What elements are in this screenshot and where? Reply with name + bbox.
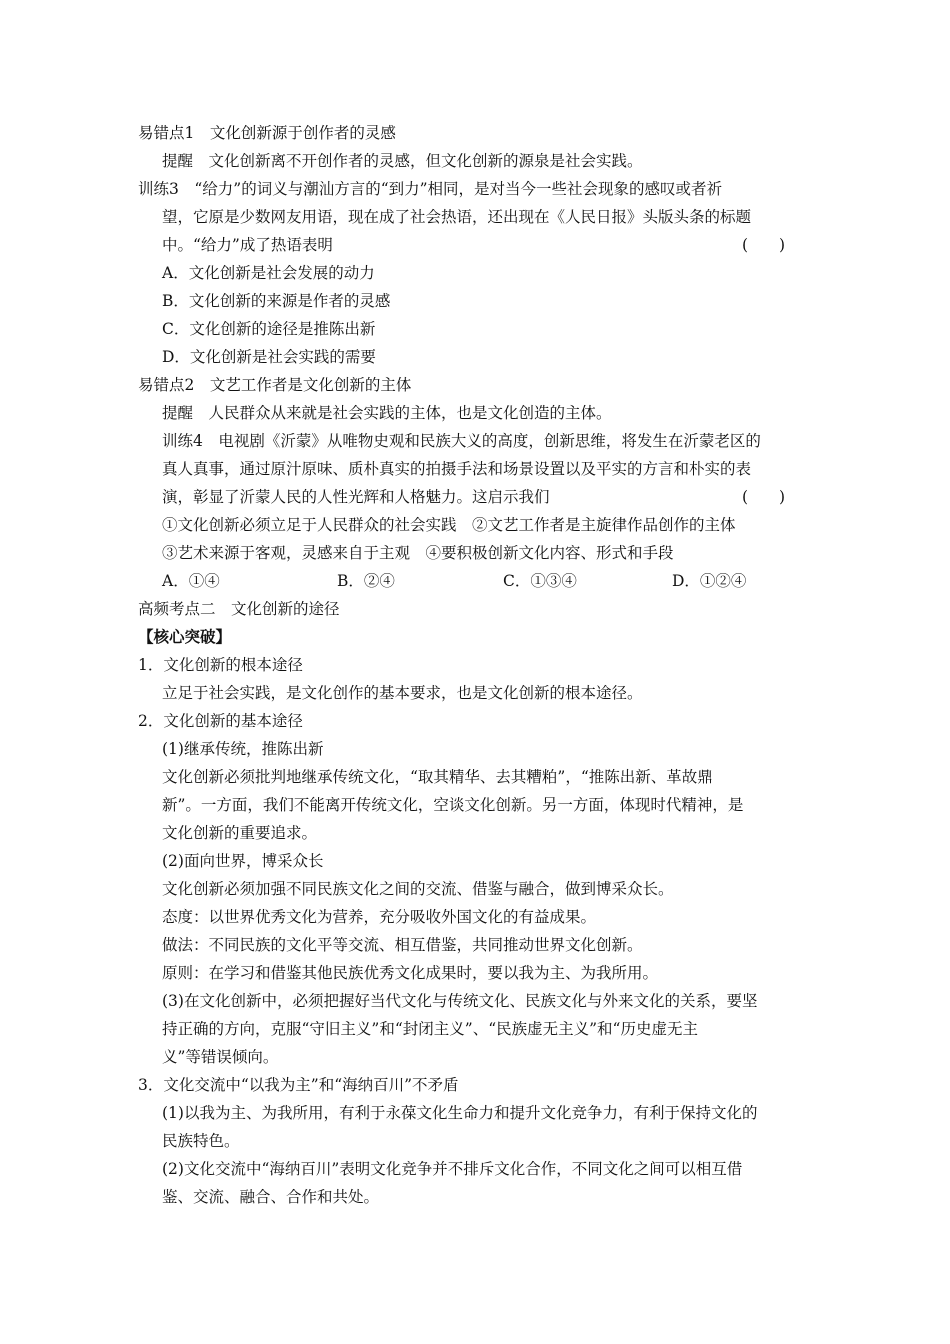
training-3-option-a: A．文化创新是社会发展的动力	[162, 264, 375, 282]
training-3-option-d: D．文化创新是社会实践的需要	[162, 348, 376, 366]
mistake-point-1-tip: 提醒 文化创新离不开创作者的灵感，但文化创新的源泉是社会实践。	[162, 152, 643, 170]
section-3-point-1-line-1: (1)以我为主、为我所用，有利于永葆文化生命力和提升文化竞争力，有利于保持文化的	[162, 1104, 758, 1122]
mistake-point-1-title: 易错点1 文化创新源于创作者的灵感	[138, 124, 396, 142]
training-4-option-b: B．②④	[337, 572, 395, 590]
section-2-point-3-line-1: (3)在文化创新中，必须把握好当代文化与传统文化、民族文化与外来文化的关系，要坚	[162, 992, 758, 1010]
section-3-point-2-line-1: (2)文化交流中“海纳百川”表明文化竞争并不排斥文化合作，不同文化之间可以相互借	[162, 1160, 743, 1178]
core-breakthrough-heading: 【核心突破】	[138, 627, 232, 646]
section-2-point-1-line-2: 新”。一方面，我们不能离开传统文化，空谈文化创新。另一方面，体现时代精神，是	[162, 796, 744, 814]
section-2-point-1-line-1: 文化创新必须批判地继承传统文化，“取其精华、去其糟粕”，“推陈出新、革故鼎	[162, 768, 713, 786]
training-4-option-c: C．①③④	[503, 572, 577, 590]
topic-2-title: 高频考点二 文化创新的途径	[138, 600, 340, 618]
section-2-point-3-line-3: 义”等错误倾向。	[162, 1048, 279, 1066]
section-2-point-2-line-4: 原则：在学习和借鉴其他民族优秀文化成果时，要以我为主、为我所用。	[162, 964, 659, 982]
training-4-items-line-2: ③艺术来源于客观，灵感来自于主观 ④要积极创新文化内容、形式和手段	[162, 544, 674, 562]
mistake-point-2-tip: 提醒 人民群众从来就是社会实践的主体，也是文化创造的主体。	[162, 404, 612, 422]
training-4-question-line-3: 演，彰显了沂蒙人民的人性光辉和人格魅力。这启示我们	[162, 488, 550, 506]
training-3-option-b: B．文化创新的来源是作者的灵感	[162, 292, 391, 310]
section-2-point-2-title: (2)面向世界，博采众长	[162, 852, 324, 870]
training-3-answer-bracket: ( )	[742, 236, 786, 254]
section-3-title: 3．文化交流中“以我为主”和“海纳百川”不矛盾	[138, 1076, 459, 1094]
training-3-question-line-1: 训练3 “给力”的词义与潮汕方言的“到力”相同，是对当今一些社会现象的感叹或者祈	[138, 180, 723, 198]
training-4-question-line-2: 真人真事，通过原汁原味、质朴真实的拍摄手法和场景设置以及平实的方言和朴实的表	[162, 460, 752, 478]
training-3-question-line-3: 中。“给力”成了热语表明	[162, 236, 333, 254]
section-2-point-2-line-1: 文化创新必须加强不同民族文化之间的交流、借鉴与融合，做到博采众长。	[162, 880, 674, 898]
training-4-option-a: A．①④	[162, 572, 220, 590]
section-2-point-1-line-3: 文化创新的重要追求。	[162, 824, 318, 842]
training-4-option-d: D．①②④	[672, 572, 747, 590]
section-1-title: 1．文化创新的根本途径	[138, 656, 303, 674]
section-2-title: 2．文化创新的基本途径	[138, 712, 303, 730]
training-4-answer-bracket: ( )	[742, 488, 786, 506]
training-4-question-line-1: 训练4 电视剧《沂蒙》从唯物史观和民族大义的高度，创新思维，将发生在沂蒙老区的	[162, 432, 761, 450]
section-2-point-1-title: (1)继承传统，推陈出新	[162, 740, 324, 758]
mistake-point-2-title: 易错点2 文艺工作者是文化创新的主体	[138, 376, 412, 394]
training-4-items-line-1: ①文化创新必须立足于人民群众的社会实践 ②文艺工作者是主旋律作品创作的主体	[162, 516, 736, 534]
section-2-point-3-line-2: 持正确的方向，克服“守旧主义”和“封闭主义”、“民族虚无主义”和“历史虚无主	[162, 1020, 698, 1038]
section-2-point-2-line-2: 态度：以世界优秀文化为营养，充分吸收外国文化的有益成果。	[162, 908, 597, 926]
section-3-point-1-line-2: 民族特色。	[162, 1132, 240, 1150]
section-2-point-2-line-3: 做法：不同民族的文化平等交流、相互借鉴，共同推动世界文化创新。	[162, 936, 643, 954]
section-3-point-2-line-2: 鉴、交流、融合、合作和共处。	[162, 1188, 380, 1206]
training-3-question-line-2: 望，它原是少数网友用语，现在成了社会热语，还出现在《人民日报》头版头条的标题	[162, 208, 752, 226]
section-1-body: 立足于社会实践，是文化创作的基本要求，也是文化创新的根本途径。	[162, 684, 643, 702]
training-3-option-c: C．文化创新的途径是推陈出新	[162, 320, 376, 338]
